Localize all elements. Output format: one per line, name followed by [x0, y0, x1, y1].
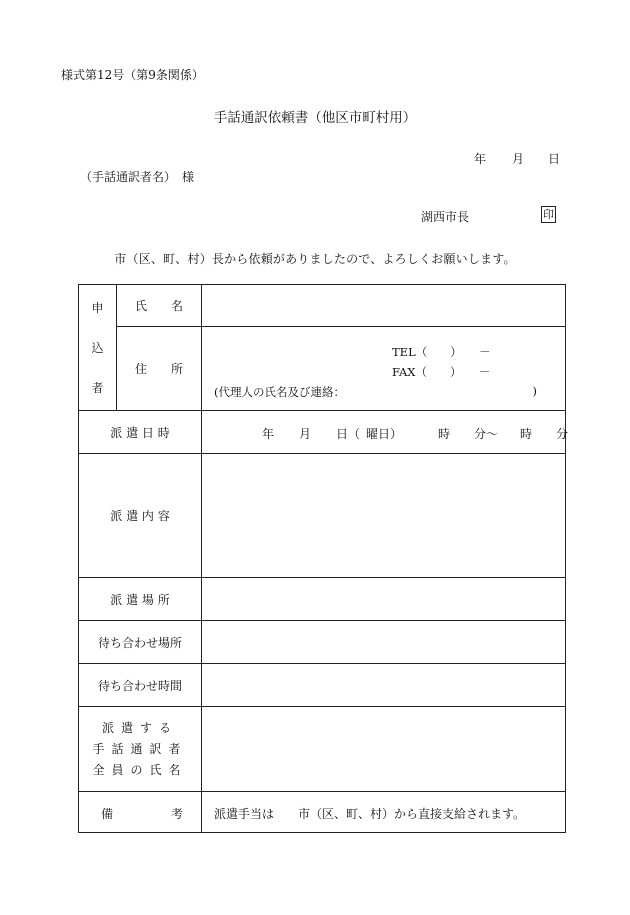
dispatch-place-label: 派 遣 場 所	[79, 578, 202, 621]
agent-close: )	[532, 384, 537, 398]
address-label: 住 所	[117, 327, 202, 411]
dt-year: 年	[262, 427, 275, 441]
date-day: 日	[548, 152, 561, 166]
meeting-time-field[interactable]	[202, 664, 566, 707]
dt-hour-2: 時	[520, 427, 533, 441]
dt-day: 日（	[336, 427, 361, 441]
row-remarks	[79, 792, 566, 833]
dt-hour-1: 時	[438, 427, 451, 441]
row-content	[79, 454, 566, 578]
row-datetime	[79, 411, 566, 454]
row-name	[79, 285, 566, 327]
applicant-char-2: 込	[91, 340, 104, 355]
meeting-place-field[interactable]	[202, 621, 566, 664]
dt-month: 月	[299, 427, 312, 441]
interpreters-label-line-1: 派遣する	[101, 720, 178, 735]
applicant-char-1: 申	[91, 300, 104, 315]
dispatch-place-field[interactable]	[202, 578, 566, 621]
remarks-label-2: 考	[171, 807, 184, 821]
remarks-text-2: 市（区、町、村）から直接支給されます。	[298, 807, 526, 821]
dispatch-datetime-field[interactable]	[202, 411, 569, 454]
row-meeting-time	[79, 664, 566, 707]
document-title: 手話通訳依頼書（他区市町村用）	[213, 110, 417, 126]
row-place	[79, 578, 566, 621]
dt-weekday: 曜日）	[366, 427, 403, 441]
form-number: 様式第12号（第9条関係）	[61, 68, 204, 82]
applicant-label	[79, 285, 117, 411]
tel-line: TEL（ ） －	[392, 345, 491, 359]
row-meeting-place	[79, 621, 566, 664]
meeting-time-label: 待ち合わせ時間	[79, 664, 202, 707]
name-label: 氏 名	[117, 285, 202, 327]
address-field[interactable]	[202, 327, 566, 411]
dt-min-2: 分	[556, 427, 569, 441]
interpreters-label-line-2: 手話通訳者	[92, 741, 188, 756]
fax-line: FAX（ ） －	[392, 365, 491, 379]
meeting-place-label: 待ち合わせ場所	[79, 621, 202, 664]
remarks-label-1: 備	[101, 807, 114, 821]
interpreters-label-line-3: 全員の氏名	[92, 762, 188, 777]
interpreters-label	[79, 707, 202, 792]
remarks-text-1: 派遣手当は	[214, 807, 275, 821]
date-year: 年	[474, 152, 487, 166]
date-month: 月	[512, 152, 525, 166]
dispatch-content-field[interactable]	[202, 454, 566, 578]
row-interpreters	[79, 707, 566, 792]
honorific: 様	[182, 170, 195, 184]
dispatch-datetime-label: 派 遣 日 時	[79, 411, 202, 454]
name-field[interactable]	[202, 285, 566, 327]
interpreters-field[interactable]	[202, 707, 566, 792]
dispatch-content-label: 派 遣 内 容	[79, 454, 202, 578]
remarks-label	[79, 792, 202, 833]
row-address	[79, 327, 566, 411]
addressee: （手話通訳者名）	[80, 170, 177, 184]
request-form-table	[78, 284, 569, 833]
mayor-name: 湖西市長	[421, 210, 470, 224]
agent-line: (代理人の氏名及び連絡：	[214, 385, 345, 399]
seal-box: 印	[543, 208, 554, 221]
remarks-field[interactable]	[202, 792, 566, 833]
applicant-char-3: 者	[91, 380, 104, 395]
request-text: 市（区、町、村）長から依頼がありましたので、よろしくお願いします。	[114, 252, 516, 266]
dt-min-1: 分〜	[474, 427, 499, 441]
